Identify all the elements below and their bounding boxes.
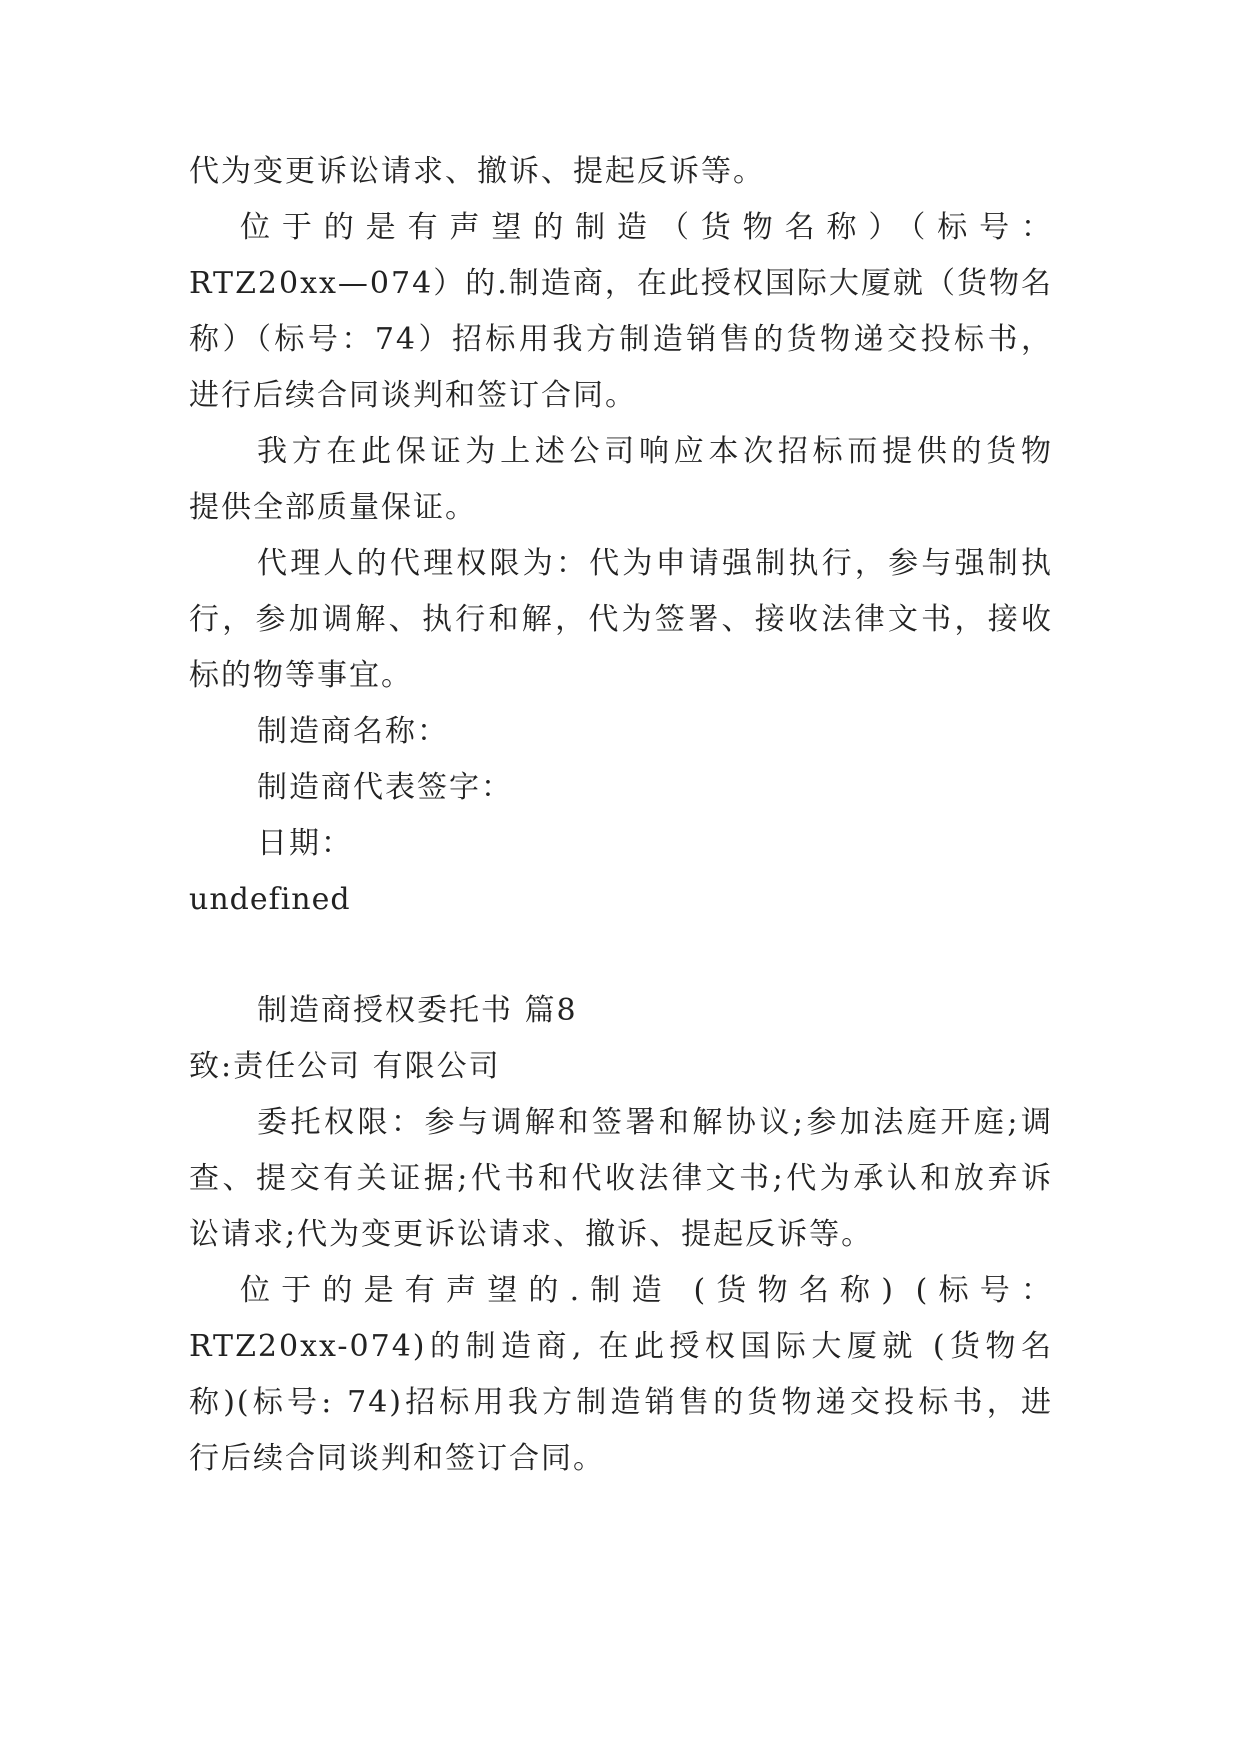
paragraph-line: RTZ20xx-074)的制造商, 在此授权国际大厦就 (货物名	[189, 1329, 1053, 1364]
addressee-line: 致:责任公司 有限公司	[189, 1049, 501, 1084]
paragraph-line: 查、提交有关证据;代书和代收法律文书;代为承认和放弃诉	[189, 1161, 1053, 1196]
paragraph-line: 位于的是有声望的.制造 (货物名称) (标号：	[240, 1273, 1053, 1308]
paragraph-line: RTZ20xx—074）的.制造商，在此授权国际大厦就（货物名	[189, 266, 1053, 301]
undefined-text: undefined	[189, 882, 351, 917]
manufacturer-name-label: 制造商名称：	[257, 714, 449, 749]
manufacturer-signature-label: 制造商代表签字：	[257, 770, 513, 805]
paragraph-line: 称)(标号: 74)招标用我方制造销售的货物递交投标书，进	[189, 1385, 1053, 1420]
paragraph-line: 提供全部质量保证。	[189, 490, 477, 525]
paragraph-line: 我方在此保证为上述公司响应本次招标而提供的货物	[257, 434, 1053, 469]
paragraph-line: 位于的是有声望的制造（货物名称）（标号：	[240, 210, 1053, 245]
paragraph-line: 讼请求;代为变更诉讼请求、撤诉、提起反诉等。	[189, 1217, 874, 1252]
date-label: 日期：	[257, 826, 353, 861]
paragraph-line: 代理人的代理权限为：代为申请强制执行，参与强制执	[257, 546, 1053, 581]
paragraph-line: 称）（标号：74）招标用我方制造销售的货物递交投标书，	[189, 322, 1053, 357]
paragraph-line: 进行后续合同谈判和签订合同。	[189, 378, 637, 413]
paragraph-line: 标的物等事宜。	[189, 658, 413, 693]
paragraph-line: 行后续合同谈判和签订合同。	[189, 1441, 605, 1476]
paragraph-line: 行，参加调解、执行和解，代为签署、接收法律文书，接收	[189, 602, 1053, 637]
section-heading: 制造商授权委托书 篇8	[257, 993, 578, 1028]
paragraph-line: 代为变更诉讼请求、撤诉、提起反诉等。	[189, 154, 765, 189]
paragraph-line: 委托权限：参与调解和签署和解协议;参加法庭开庭;调	[257, 1105, 1053, 1140]
